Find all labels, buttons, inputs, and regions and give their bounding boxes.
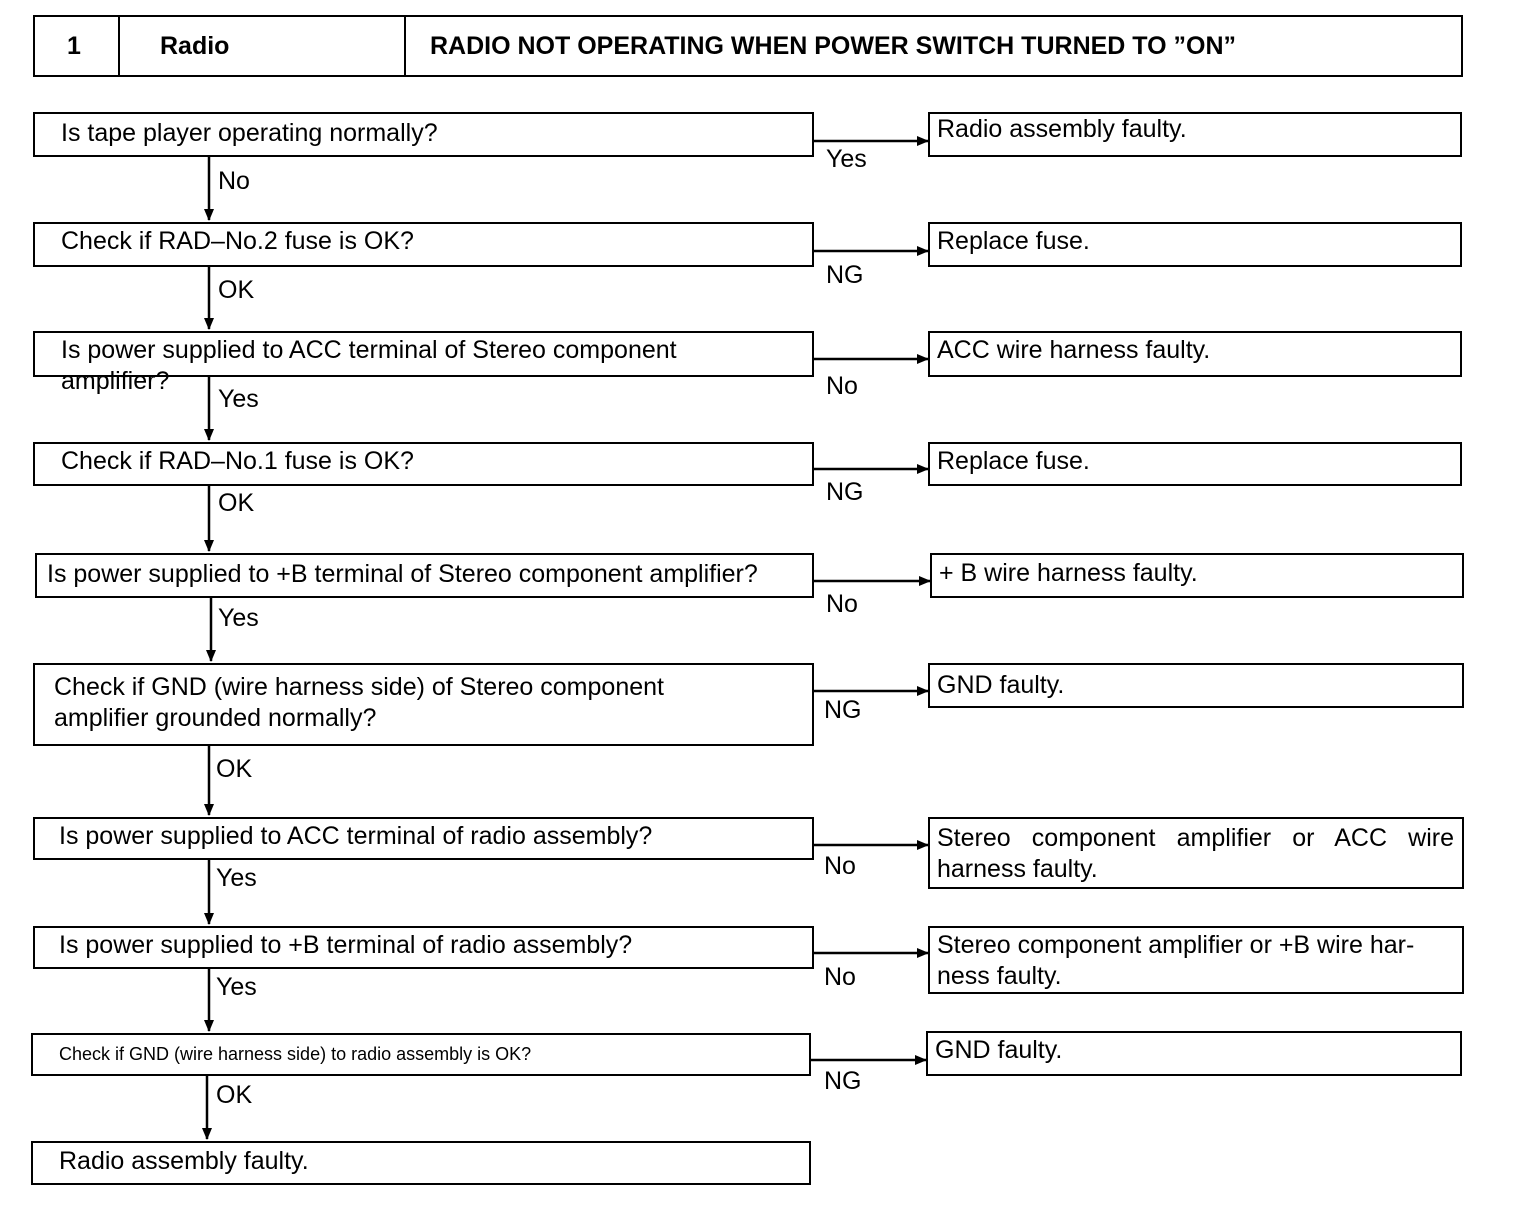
- result-text-6: GND faulty.: [937, 671, 1065, 699]
- result-text-3: ACC wire harness faulty.: [937, 336, 1211, 364]
- next-label-1: No: [218, 167, 250, 195]
- question-text-7: Is power supplied to ACC terminal of radio assembly?: [59, 822, 653, 850]
- next-label-8: Yes: [216, 973, 257, 1001]
- question-text-3: Is power supplied to ACC terminal of Stereo component amplifier?: [61, 336, 677, 395]
- result-box-1: [928, 112, 1462, 157]
- result-box-3: [928, 331, 1462, 377]
- question-text-1: Is tape player operating normally?: [61, 119, 438, 147]
- question-box-9: [31, 1033, 811, 1076]
- question-box-3: [33, 331, 814, 395]
- question-box-2: [33, 222, 814, 267]
- question-box-8: [33, 926, 814, 969]
- result-text-4: Replace fuse.: [937, 447, 1090, 475]
- branch-label-4: NG: [826, 478, 864, 506]
- next-label-7: Yes: [216, 864, 257, 892]
- branch-label-1: Yes: [826, 145, 867, 173]
- result-box-6: [928, 663, 1464, 708]
- result-text-8: Stereo component amplifier or +B wire har-ness faulty.: [937, 931, 1415, 990]
- section-name: Radio: [120, 17, 406, 75]
- question-text-5: Is power supplied to +B terminal of Stereo component amplifier?: [47, 560, 758, 588]
- final-result-text: Radio assembly faulty.: [59, 1147, 309, 1175]
- branch-label-7: No: [824, 852, 856, 880]
- branch-label-5: No: [826, 590, 858, 618]
- branch-label-9: NG: [824, 1067, 862, 1095]
- result-box-8: [928, 926, 1464, 994]
- result-text-7: Stereo component amplifier or ACC wire harness faulty.: [937, 824, 1454, 883]
- next-label-4: OK: [218, 489, 255, 517]
- question-text-8: Is power supplied to +B terminal of radio assembly?: [59, 931, 633, 959]
- question-text-9: Check if GND (wire harness side) to radio assembly is OK?: [59, 1044, 532, 1064]
- question-box-4: [33, 442, 814, 486]
- branch-label-2: NG: [826, 261, 864, 289]
- next-label-5: Yes: [218, 604, 259, 632]
- next-label-3: Yes: [218, 385, 259, 413]
- branch-label-6: NG: [824, 696, 862, 724]
- result-text-5: + B wire harness faulty.: [939, 559, 1198, 587]
- final-result-box: [31, 1141, 811, 1185]
- question-box-7: [33, 817, 814, 860]
- result-box-4: [928, 442, 1462, 486]
- branch-label-8: No: [824, 963, 856, 991]
- next-label-6: OK: [216, 755, 253, 783]
- branch-label-3: No: [826, 372, 858, 400]
- result-text-2: Replace fuse.: [937, 227, 1090, 255]
- section-number: 1: [35, 17, 120, 75]
- question-text-6: Check if GND (wire harness side) of Stereo component amplifier grounded normally?: [54, 673, 664, 732]
- next-label-9: OK: [216, 1081, 253, 1109]
- next-label-2: OK: [218, 276, 255, 304]
- result-box-5: [930, 553, 1464, 598]
- question-box-1: [33, 112, 814, 157]
- problem-title: RADIO NOT OPERATING WHEN POWER SWITCH TURNED TO ”ON”: [430, 31, 1237, 60]
- question-text-2: Check if RAD–No.2 fuse is OK?: [61, 227, 414, 255]
- question-box-5: [35, 553, 814, 598]
- result-box-9: [926, 1031, 1462, 1076]
- question-box-6: [33, 663, 814, 746]
- question-text-4: Check if RAD–No.1 fuse is OK?: [61, 447, 414, 475]
- result-text-9: GND faulty.: [935, 1036, 1063, 1064]
- result-text-1: Radio assembly faulty.: [937, 115, 1187, 143]
- result-box-2: [928, 222, 1462, 267]
- result-box-7: [928, 817, 1464, 889]
